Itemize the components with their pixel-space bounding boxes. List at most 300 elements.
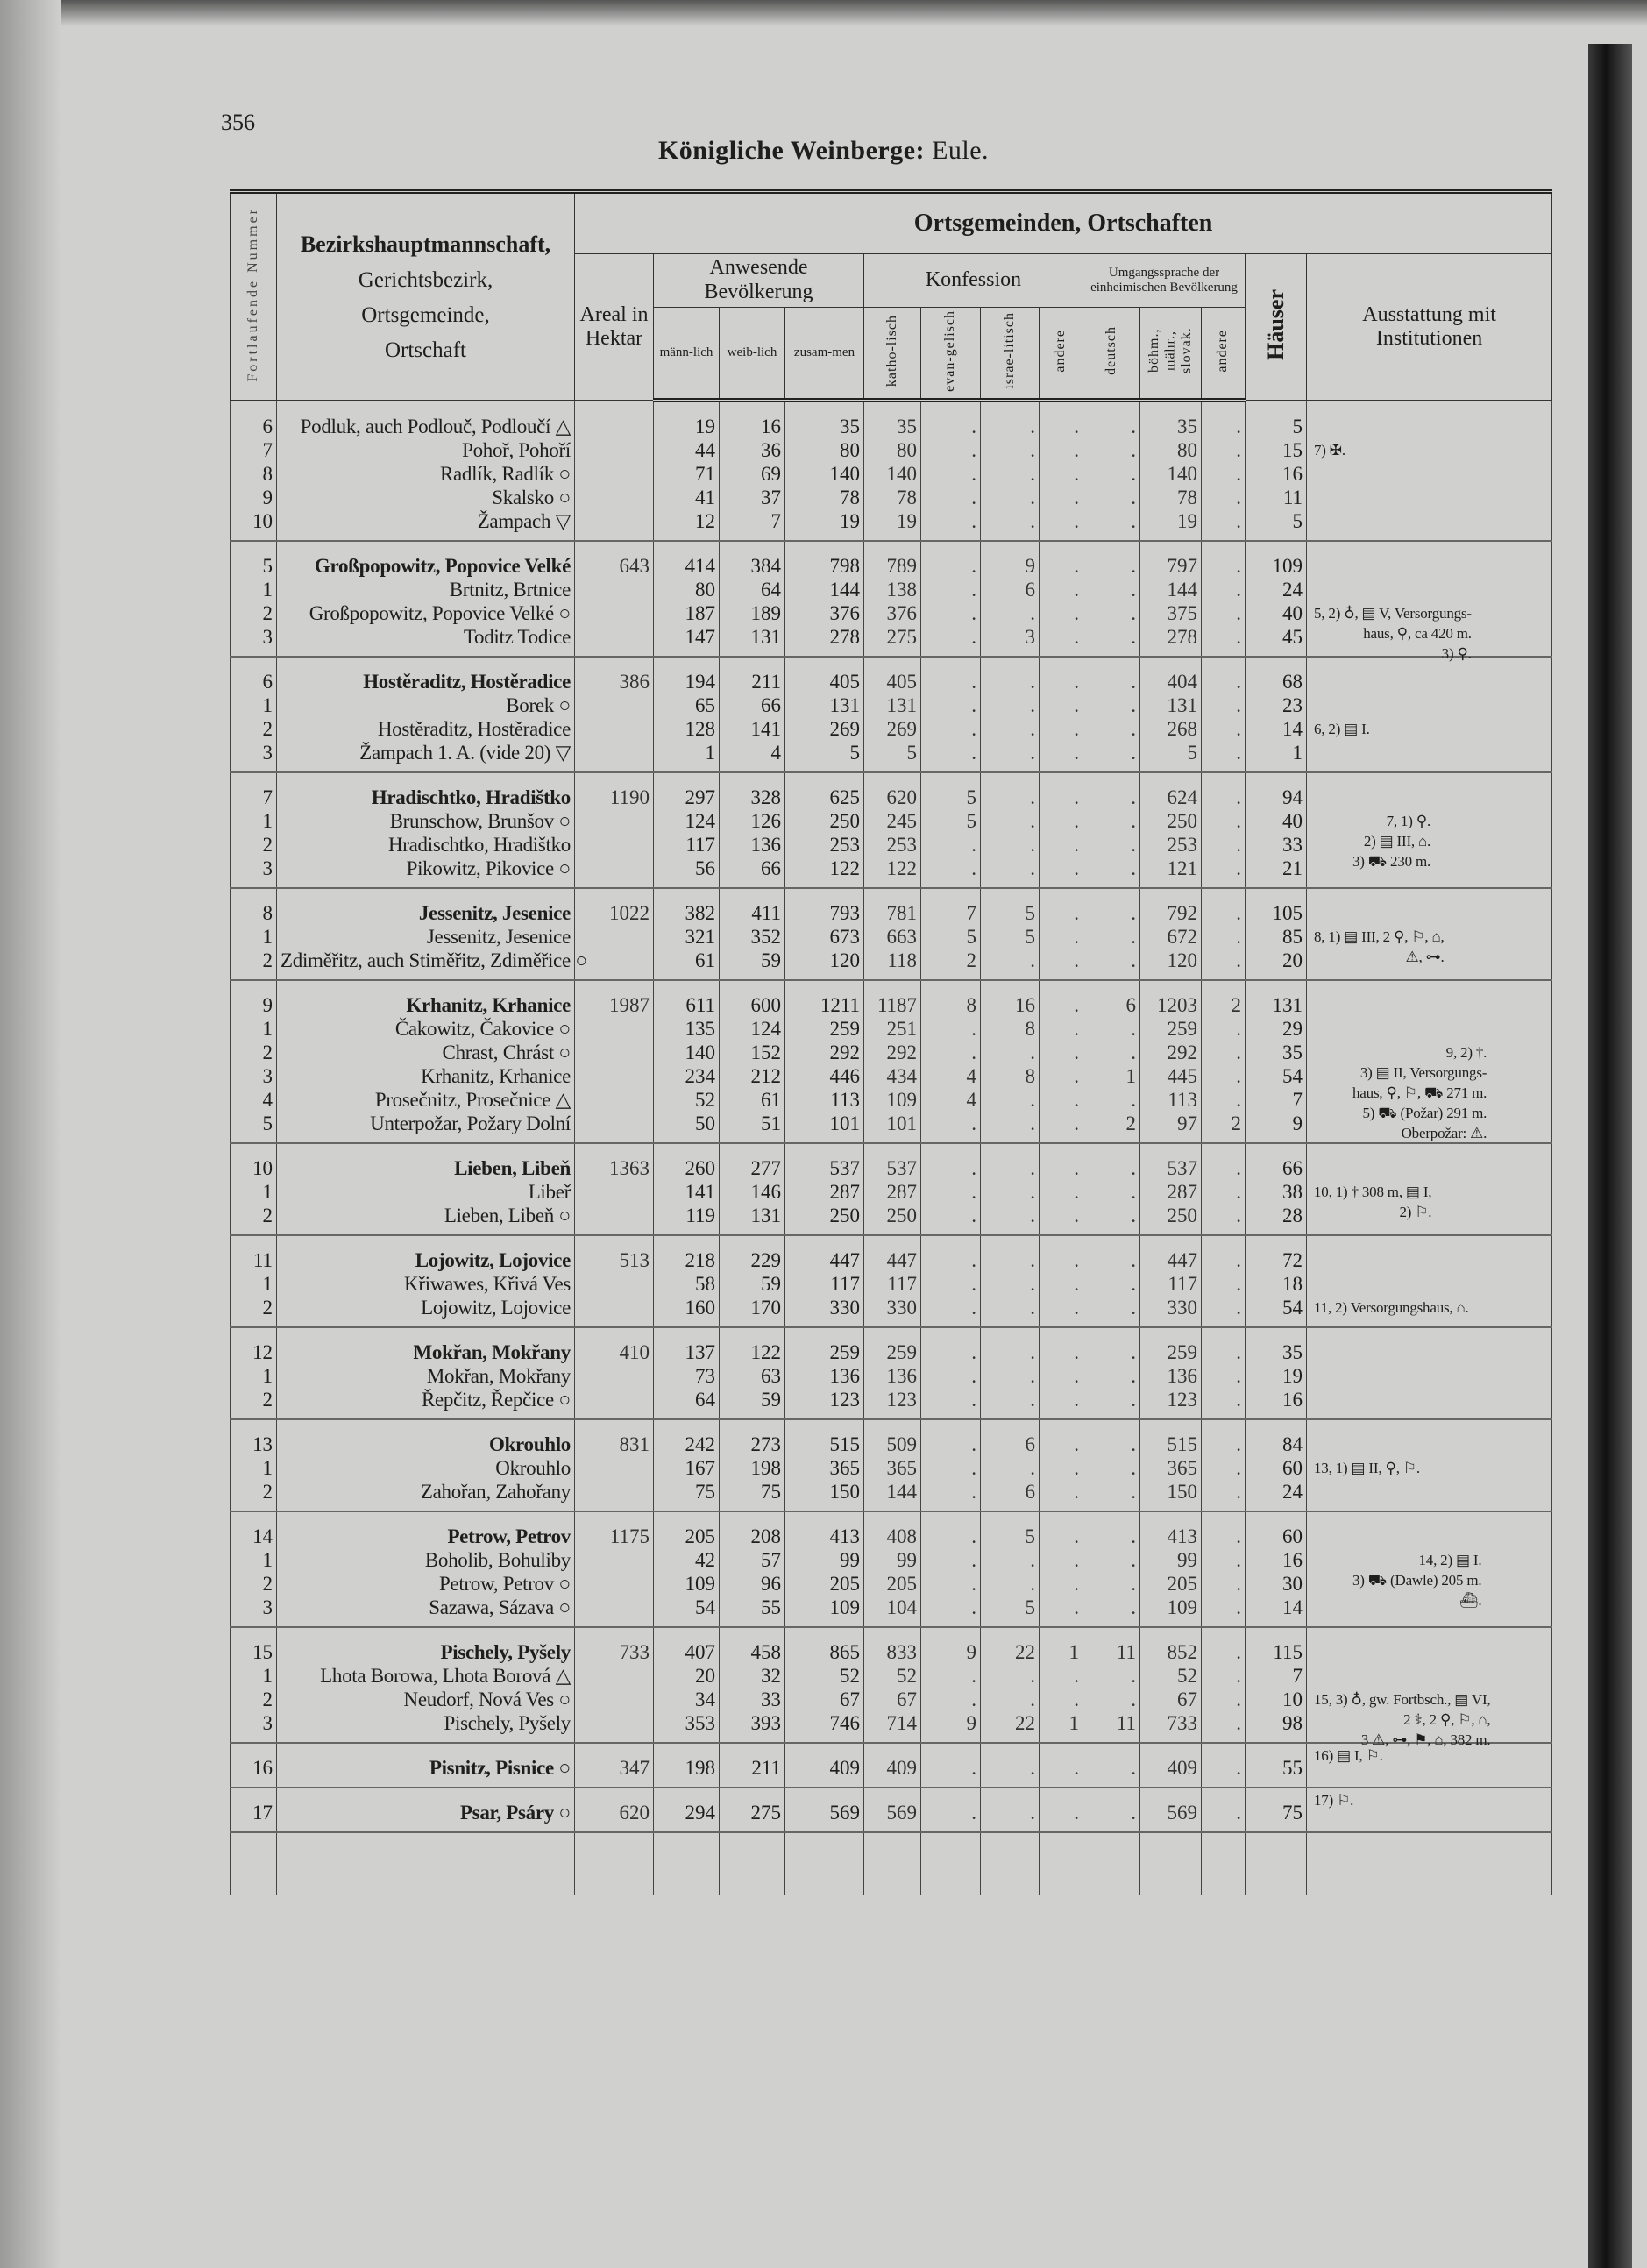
total-value: 287: [785, 1180, 864, 1204]
empty-cell: [981, 1832, 1040, 1895]
female-value: 131: [720, 1204, 785, 1235]
place-name: Jessenitz, Jesenice: [277, 888, 575, 925]
other-confession-value: .: [1040, 578, 1083, 601]
evangelical-value: .: [921, 1664, 981, 1688]
german-value: .: [1083, 888, 1140, 925]
catholic-value: 781: [864, 888, 921, 925]
german-value: .: [1083, 1204, 1140, 1235]
row-number: 9: [231, 980, 277, 1017]
institutions-note-line: 6, 2) ▤ I.: [1314, 721, 1370, 738]
czech-value: 797: [1140, 541, 1202, 578]
place-name: Jessenitz, Jesenice: [277, 925, 575, 949]
czech-value: 292: [1140, 1041, 1202, 1064]
place-name: Psar, Psáry ○: [277, 1788, 575, 1832]
area-value: [575, 601, 654, 625]
institutions-note-line: 3) ⛟ 230 m.: [1352, 853, 1431, 871]
german-value: 11: [1083, 1711, 1140, 1743]
total-value: 278: [785, 625, 864, 657]
female-value: 124: [720, 1017, 785, 1041]
total-value: 5: [785, 741, 864, 772]
total-value: 78: [785, 486, 864, 509]
german-value: .: [1083, 772, 1140, 809]
other-language-value: .: [1202, 1296, 1246, 1327]
other-confession-value: .: [1040, 1664, 1083, 1688]
catholic-value: 714: [864, 1711, 921, 1743]
total-value: 569: [785, 1788, 864, 1832]
place-name: Lhota Borowa, Lhota Borová △: [277, 1664, 575, 1688]
institutions-cell: [1307, 741, 1552, 772]
other-language-value: .: [1202, 1088, 1246, 1112]
area-value: 513: [575, 1235, 654, 1272]
area-value: [575, 486, 654, 509]
israelite-value: .: [981, 717, 1040, 741]
institutions-cell: [1307, 625, 1552, 657]
row-number: 1: [231, 578, 277, 601]
row-number: 3: [231, 1064, 277, 1088]
area-value: [575, 1688, 654, 1711]
czech-value: 140: [1140, 462, 1202, 486]
place-name: Pikowitz, Pikovice ○: [277, 857, 575, 888]
evangelical-value: .: [921, 541, 981, 578]
houses-value: 60: [1246, 1456, 1307, 1480]
houses-value: 14: [1246, 1596, 1307, 1627]
israelite-value: .: [981, 401, 1040, 439]
houses-value: 1: [1246, 741, 1307, 772]
czech-value: 144: [1140, 578, 1202, 601]
evangelical-value: .: [921, 486, 981, 509]
houses-value: 54: [1246, 1064, 1307, 1088]
german-value: 1: [1083, 1064, 1140, 1088]
locality-row: [231, 1364, 1552, 1388]
area-value: [575, 1596, 654, 1627]
institutions-cell: [1307, 1456, 1552, 1480]
other-confession-value: .: [1040, 1272, 1083, 1296]
israelite-value: .: [981, 1664, 1040, 1688]
row-number: 15: [231, 1627, 277, 1664]
israelite-value: 8: [981, 1017, 1040, 1041]
institutions-cell: [1307, 1388, 1552, 1419]
other-confession-value: .: [1040, 1572, 1083, 1596]
locality-row: [231, 809, 1552, 833]
houses-value: 72: [1246, 1235, 1307, 1272]
locality-row: [231, 438, 1552, 462]
area-value: [575, 1204, 654, 1235]
area-value: 733: [575, 1627, 654, 1664]
other-language-value: .: [1202, 809, 1246, 833]
institutions-note-line: 3) ▤ II, Versorgungs-: [1359, 1064, 1487, 1082]
other-confession-value: .: [1040, 509, 1083, 541]
catholic-value: 509: [864, 1419, 921, 1456]
other-language-value: .: [1202, 601, 1246, 625]
german-value: .: [1083, 657, 1140, 693]
male-value: 242: [654, 1419, 720, 1456]
israelite-value: .: [981, 601, 1040, 625]
israelite-value: .: [981, 1788, 1040, 1832]
male-value: 75: [654, 1480, 720, 1511]
female-value: 136: [720, 833, 785, 857]
evangelical-value: .: [921, 1480, 981, 1511]
other-language-value: .: [1202, 1627, 1246, 1664]
german-value: .: [1083, 1548, 1140, 1572]
male-value: 414: [654, 541, 720, 578]
area-value: [575, 1088, 654, 1112]
municipality-row: [231, 1235, 1552, 1272]
institutions-cell: [1307, 1711, 1552, 1743]
czech-value: 375: [1140, 601, 1202, 625]
area-value: [575, 1664, 654, 1688]
other-confession-value: .: [1040, 1788, 1083, 1832]
houses-value: 9: [1246, 1112, 1307, 1143]
houses-value: 5: [1246, 509, 1307, 541]
german-value: 6: [1083, 980, 1140, 1017]
other-language-value: .: [1202, 1548, 1246, 1572]
male-value: 407: [654, 1627, 720, 1664]
male-value: 19: [654, 401, 720, 439]
other-confession-value: .: [1040, 1112, 1083, 1143]
israelite-value: .: [981, 741, 1040, 772]
header-houses: Häuser: [1246, 254, 1307, 401]
evangelical-value: .: [921, 625, 981, 657]
czech-value: 250: [1140, 1204, 1202, 1235]
female-value: 59: [720, 949, 785, 980]
header-municipalities: Ortsgemeinden, Ortschaften: [575, 192, 1552, 254]
female-value: 51: [720, 1112, 785, 1143]
female-value: 126: [720, 809, 785, 833]
place-name: Krhanitz, Krhanice: [277, 980, 575, 1017]
municipality-row: [231, 1143, 1552, 1180]
czech-value: 404: [1140, 657, 1202, 693]
israelite-value: .: [981, 772, 1040, 809]
female-value: 146: [720, 1180, 785, 1204]
row-number: 1: [231, 1664, 277, 1688]
place-name: Prosečnitz, Prosečnice △: [277, 1088, 575, 1112]
evangelical-value: .: [921, 1511, 981, 1548]
israelite-value: 5: [981, 1511, 1040, 1548]
czech-value: 121: [1140, 857, 1202, 888]
row-number: 1: [231, 809, 277, 833]
other-language-value: .: [1202, 1180, 1246, 1204]
row-number: 12: [231, 1327, 277, 1364]
houses-value: 105: [1246, 888, 1307, 925]
evangelical-value: .: [921, 1456, 981, 1480]
institutions-cell: [1307, 578, 1552, 601]
female-value: 352: [720, 925, 785, 949]
catholic-value: 140: [864, 462, 921, 486]
institutions-note: [1314, 1745, 1383, 1766]
area-value: 347: [575, 1743, 654, 1788]
other-language-value: .: [1202, 772, 1246, 809]
female-value: 152: [720, 1041, 785, 1064]
place-name: Křiwawes, Křivá Ves: [277, 1272, 575, 1296]
evangelical-value: .: [921, 1112, 981, 1143]
institutions-cell: [1307, 1480, 1552, 1511]
area-value: [575, 509, 654, 541]
female-value: 75: [720, 1480, 785, 1511]
institutions-note: [1314, 1790, 1353, 1810]
israelite-value: .: [981, 833, 1040, 857]
male-value: 234: [654, 1064, 720, 1088]
czech-value: 672: [1140, 925, 1202, 949]
institutions-note: [1314, 440, 1345, 460]
institutions-note-line: 7, 1) ⚲.: [1386, 813, 1431, 830]
czech-value: 259: [1140, 1017, 1202, 1041]
place-name: Pischely, Pyšely: [277, 1711, 575, 1743]
empty-cell: [654, 1832, 720, 1895]
catholic-value: 138: [864, 578, 921, 601]
israelite-value: 3: [981, 625, 1040, 657]
male-value: 198: [654, 1743, 720, 1788]
german-value: .: [1083, 401, 1140, 439]
israelite-value: .: [981, 1688, 1040, 1711]
other-confession-value: .: [1040, 1143, 1083, 1180]
area-value: [575, 1711, 654, 1743]
evangelical-value: .: [921, 438, 981, 462]
total-value: 120: [785, 949, 864, 980]
institutions-cell: [1307, 888, 1552, 925]
female-value: 384: [720, 541, 785, 578]
czech-value: 409: [1140, 1743, 1202, 1788]
book-binding-edge: [1588, 44, 1632, 2268]
other-language-value: .: [1202, 1596, 1246, 1627]
row-number: 2: [231, 1296, 277, 1327]
houses-value: 109: [1246, 541, 1307, 578]
other-confession-value: .: [1040, 693, 1083, 717]
male-value: 205: [654, 1511, 720, 1548]
area-value: [575, 717, 654, 741]
female-value: 411: [720, 888, 785, 925]
other-confession-value: .: [1040, 1388, 1083, 1419]
czech-value: 792: [1140, 888, 1202, 925]
institutions-note-line: ⛴.: [1459, 1592, 1482, 1610]
institutions-cell: [1307, 601, 1552, 663]
israelite-value: .: [981, 1388, 1040, 1419]
male-value: 297: [654, 772, 720, 809]
evangelical-value: .: [921, 1235, 981, 1272]
catholic-value: 109: [864, 1088, 921, 1112]
catholic-value: 789: [864, 541, 921, 578]
header-evangelical: evan-gelisch: [921, 308, 981, 401]
row-number: 3: [231, 1711, 277, 1743]
female-value: 229: [720, 1235, 785, 1272]
czech-value: 52: [1140, 1664, 1202, 1688]
other-language-value: .: [1202, 1664, 1246, 1688]
male-value: 42: [654, 1548, 720, 1572]
place-name: Mokřan, Mokřany: [277, 1364, 575, 1388]
place-name: Hradischtko, Hradištko: [277, 833, 575, 857]
other-language-value: .: [1202, 1064, 1246, 1088]
catholic-value: 99: [864, 1548, 921, 1572]
catholic-value: 409: [864, 1743, 921, 1788]
area-value: [575, 833, 654, 857]
municipality-row: [231, 541, 1552, 578]
other-confession-value: .: [1040, 1235, 1083, 1272]
row-number: 2: [231, 949, 277, 980]
place-name: Libeř: [277, 1180, 575, 1204]
evangelical-value: .: [921, 1743, 981, 1788]
locality-row: [231, 1664, 1552, 1688]
place-name: Brunschow, Brunšov ○: [277, 809, 575, 833]
evangelical-value: .: [921, 509, 981, 541]
place-name: Sazawa, Sázava ○: [277, 1596, 575, 1627]
area-value: [575, 1112, 654, 1143]
female-value: 59: [720, 1272, 785, 1296]
row-number: 2: [231, 833, 277, 857]
female-value: 208: [720, 1511, 785, 1548]
total-value: 131: [785, 693, 864, 717]
page-title: [0, 136, 1647, 166]
german-value: .: [1083, 438, 1140, 462]
german-value: .: [1083, 1180, 1140, 1204]
male-value: 194: [654, 657, 720, 693]
locality-row: [231, 1711, 1552, 1743]
other-language-value: .: [1202, 509, 1246, 541]
institutions-note: [1314, 1298, 1469, 1318]
row-number: 8: [231, 888, 277, 925]
evangelical-value: .: [921, 1204, 981, 1235]
institutions-note-line: 11, 2) Versorgungshaus, ⌂.: [1314, 1299, 1469, 1317]
place-name: Zdiměřitz, auch Stiměřitz, Zdiměřice ○: [277, 949, 575, 980]
evangelical-value: .: [921, 1688, 981, 1711]
male-value: 12: [654, 509, 720, 541]
israelite-value: .: [981, 1143, 1040, 1180]
evangelical-value: 7: [921, 888, 981, 925]
other-language-value: .: [1202, 949, 1246, 980]
total-value: 409: [785, 1743, 864, 1788]
institutions-cell: [1307, 693, 1552, 717]
other-language-value: .: [1202, 541, 1246, 578]
other-language-value: .: [1202, 833, 1246, 857]
other-language-value: .: [1202, 1711, 1246, 1743]
german-value: .: [1083, 1272, 1140, 1296]
german-value: 11: [1083, 1627, 1140, 1664]
german-value: .: [1083, 1596, 1140, 1627]
total-value: 330: [785, 1296, 864, 1327]
place-name: Petrow, Petrov ○: [277, 1572, 575, 1596]
locality-row: [231, 1112, 1552, 1143]
other-language-value: .: [1202, 1364, 1246, 1388]
empty-cell: [785, 1832, 864, 1895]
israelite-value: .: [981, 1572, 1040, 1596]
evangelical-value: .: [921, 1788, 981, 1832]
place-name: Petrow, Petrov: [277, 1511, 575, 1548]
other-language-value: .: [1202, 1456, 1246, 1480]
row-number: 2: [231, 1204, 277, 1235]
israelite-value: .: [981, 1272, 1040, 1296]
total-value: 19: [785, 509, 864, 541]
institutions-cell: [1307, 462, 1552, 486]
german-value: .: [1083, 925, 1140, 949]
houses-value: 40: [1246, 601, 1307, 625]
male-value: 187: [654, 601, 720, 625]
other-confession-value: .: [1040, 1204, 1083, 1235]
other-language-value: .: [1202, 625, 1246, 657]
header-language: Umgangssprache der einheimischen Bevölkerung: [1083, 254, 1246, 308]
german-value: .: [1083, 578, 1140, 601]
institutions-note-line: 7) ✠.: [1314, 442, 1345, 459]
municipality-row: [231, 1743, 1552, 1788]
houses-value: 11: [1246, 486, 1307, 509]
total-value: 117: [785, 1272, 864, 1296]
total-value: 259: [785, 1017, 864, 1041]
houses-value: 21: [1246, 857, 1307, 888]
institutions-note-line: ⚠, ⊶.: [1405, 949, 1445, 966]
locality-row: [231, 625, 1552, 657]
header-other-confession: andere: [1040, 308, 1083, 401]
row-number: 1: [231, 925, 277, 949]
locality-row: [231, 717, 1552, 741]
empty-cell: [720, 1832, 785, 1895]
institutions-note-line: 9, 2) †.: [1445, 1044, 1487, 1062]
place-name: Neudorf, Nová Ves ○: [277, 1688, 575, 1711]
institutions-cell: [1307, 925, 1552, 966]
total-value: 259: [785, 1327, 864, 1364]
other-confession-value: .: [1040, 741, 1083, 772]
total-value: 253: [785, 833, 864, 857]
institutions-cell: [1307, 1235, 1552, 1272]
institutions-cell: [1307, 980, 1552, 1017]
israelite-value: .: [981, 1088, 1040, 1112]
evangelical-value: .: [921, 1548, 981, 1572]
locality-row: [231, 925, 1552, 949]
total-value: 515: [785, 1419, 864, 1456]
place-name: Chrast, Chrást ○: [277, 1041, 575, 1064]
czech-value: 278: [1140, 625, 1202, 657]
female-value: 393: [720, 1711, 785, 1743]
czech-value: 624: [1140, 772, 1202, 809]
place-name: Čakowitz, Čakovice ○: [277, 1017, 575, 1041]
place-name: Žampach ▽: [277, 509, 575, 541]
male-value: 117: [654, 833, 720, 857]
female-value: 212: [720, 1064, 785, 1088]
institutions-note-line: 13, 1) ▤ II, ⚲, ⚐.: [1314, 1460, 1420, 1477]
place-name: Borek ○: [277, 693, 575, 717]
catholic-value: 101: [864, 1112, 921, 1143]
institutions-note: [1314, 1458, 1420, 1478]
total-value: 113: [785, 1088, 864, 1112]
evangelical-value: .: [921, 1419, 981, 1456]
female-value: 61: [720, 1088, 785, 1112]
german-value: .: [1083, 1388, 1140, 1419]
catholic-value: 269: [864, 717, 921, 741]
houses-value: 60: [1246, 1511, 1307, 1548]
male-value: 353: [654, 1711, 720, 1743]
german-value: .: [1083, 625, 1140, 657]
female-value: 64: [720, 578, 785, 601]
total-value: 205: [785, 1572, 864, 1596]
institutions-note-line: Oberpožar: ⚠.: [1401, 1125, 1487, 1142]
total-value: 144: [785, 578, 864, 601]
row-number: 2: [231, 1041, 277, 1064]
place-name: Radlík, Radlík ○: [277, 462, 575, 486]
evangelical-value: .: [921, 1180, 981, 1204]
male-value: 52: [654, 1088, 720, 1112]
other-confession-value: .: [1040, 1064, 1083, 1088]
houses-value: 16: [1246, 1388, 1307, 1419]
other-confession-value: .: [1040, 1364, 1083, 1388]
catholic-value: 205: [864, 1572, 921, 1596]
czech-value: 365: [1140, 1456, 1202, 1480]
houses-value: 24: [1246, 578, 1307, 601]
total-value: 109: [785, 1596, 864, 1627]
header-name: Bezirkshauptmannschaft, Gerichtsbezirk, Ortsgemeinde, Ortschaft: [277, 192, 575, 401]
czech-value: 537: [1140, 1143, 1202, 1180]
empty-cell: [231, 1832, 277, 1895]
area-value: 1987: [575, 980, 654, 1017]
other-language-value: .: [1202, 1204, 1246, 1235]
area-value: 620: [575, 1788, 654, 1832]
german-value: .: [1083, 717, 1140, 741]
other-confession-value: .: [1040, 1596, 1083, 1627]
